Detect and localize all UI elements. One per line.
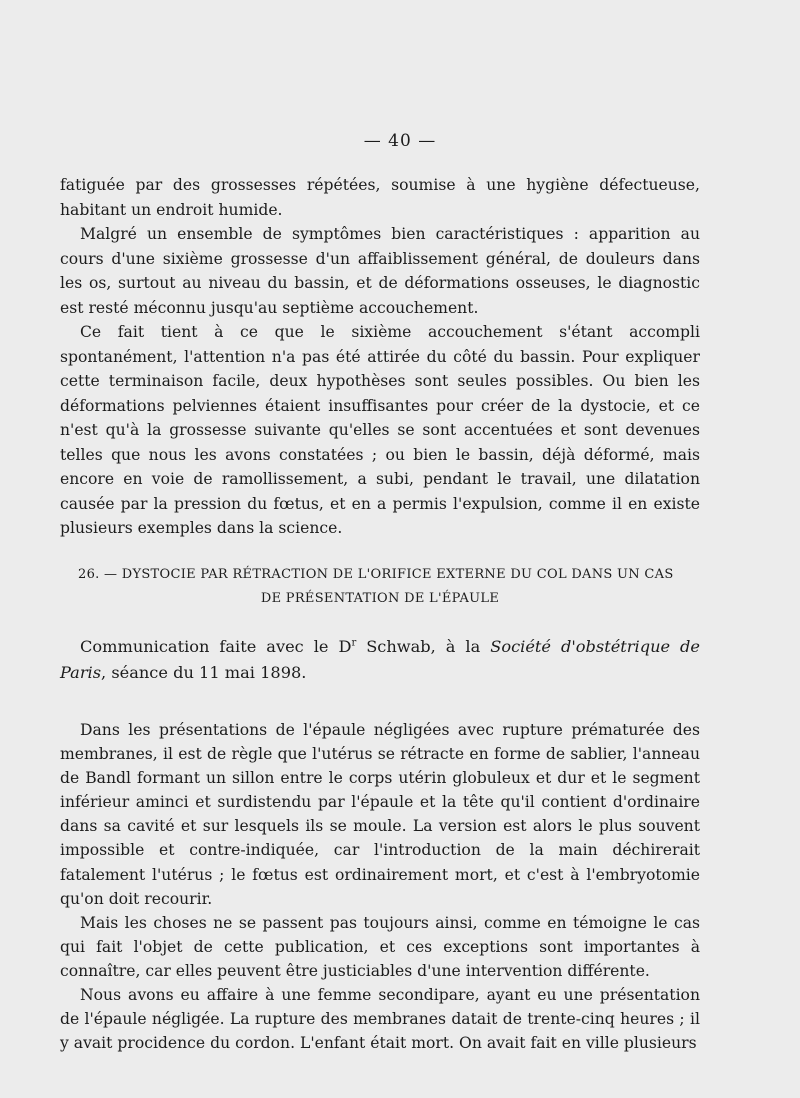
paragraph: Ce fait tient à ce que le sixième accouchement s'étant accompli spontanément, l'attention n'a pas été attirée du côté du bassin. Pour expliquer cette terminaison facile, deux hypothèses sont seules possibles. Ou bien les déformations pelviennes étaient insuffisantes pour créer de la dystocie, et ce n'est qu'à la grossesse suivante qu'elles se sont accentuées et sont devenues telles que nous les avons constatées ; ou bien le bassin, déjà déformé, mais encore en voie de ramollissement, a subi, pendant le travail, une dilatation causée par la pression du fœtus, et en a permis l'expulsion, comme il en existe plusieurs exemples dans la science. — [60, 323, 700, 537]
communication-note — [60, 634, 700, 685]
paragraph: Malgré un ensemble de symptômes bien caractéristiques : apparition au cours d'une sixième grossesse d'un affaiblissement général, de douleurs dans les os, surtout au niveau du bassin, et de déformations osseuses, le diagnostic est resté méconnu jusqu'au septième accouchement. — [60, 225, 700, 317]
section-heading-line-2: DE PRÉSENTATION DE L'ÉPAULE — [260, 591, 500, 606]
paragraph: Nous avons eu affaire à une femme secondipare, ayant eu une présentation de l'épaule négligée. La rupture des membranes datait de trente-cinq heures ; il y avait procidence du cordon. L'enfant était mort. On avait fait en ville plusieurs — [60, 986, 700, 1053]
communication-sup: r — [351, 637, 357, 649]
section-heading — [60, 563, 700, 611]
communication-paragraph — [60, 634, 700, 685]
section-1-text — [60, 173, 700, 541]
paragraph: Mais les choses ne se passent pas toujours ainsi, comme en témoigne le cas qui fait l'objet de cette publication, et ces exceptions sont importantes à connaître, car elles peuvent être justiciables d'une intervention différente. — [60, 913, 700, 980]
section-2-text — [60, 718, 700, 1055]
society-name: Société d'obstétrique de Paris — [60, 637, 701, 682]
communication-middle: Schwab, à la — [356, 637, 491, 656]
section-heading-line-1: 26. — DYSTOCIE PAR RÉTRACTION DE L'ORIFICE EXTERNE DU COL DANS UN CAS — [78, 567, 674, 582]
communication-prefix: Communication faite avec le D — [80, 637, 352, 656]
communication-suffix: , séance du 11 mai 1898. — [101, 662, 307, 682]
page-number: — 40 — — [363, 131, 437, 151]
paragraph: fatiguée par des grossesses répétées, soumise à une hygiène défectueuse, habitant un endroit humide. — [60, 176, 700, 219]
paragraph: Dans les présentations de l'épaule négligées avec rupture prématurée des membranes, il est de règle que l'utérus se rétracte en forme de sablier, l'anneau de Bandl formant un sillon entre le corps utérin globuleux et dur et le segment inférieur aminci et surdistendu par l'épaule et la tête qu'il contient d'ordinaire dans sa cavité et sur lesquels ils se moule. La version est alors le plus souvent impossible et contre-indiquée, car l'introduction de la main déchirerait fatalement l'utérus ; le fœtus est ordinairement mort, et c'est à l'embryotomie qu'on doit recourir. — [60, 721, 700, 908]
